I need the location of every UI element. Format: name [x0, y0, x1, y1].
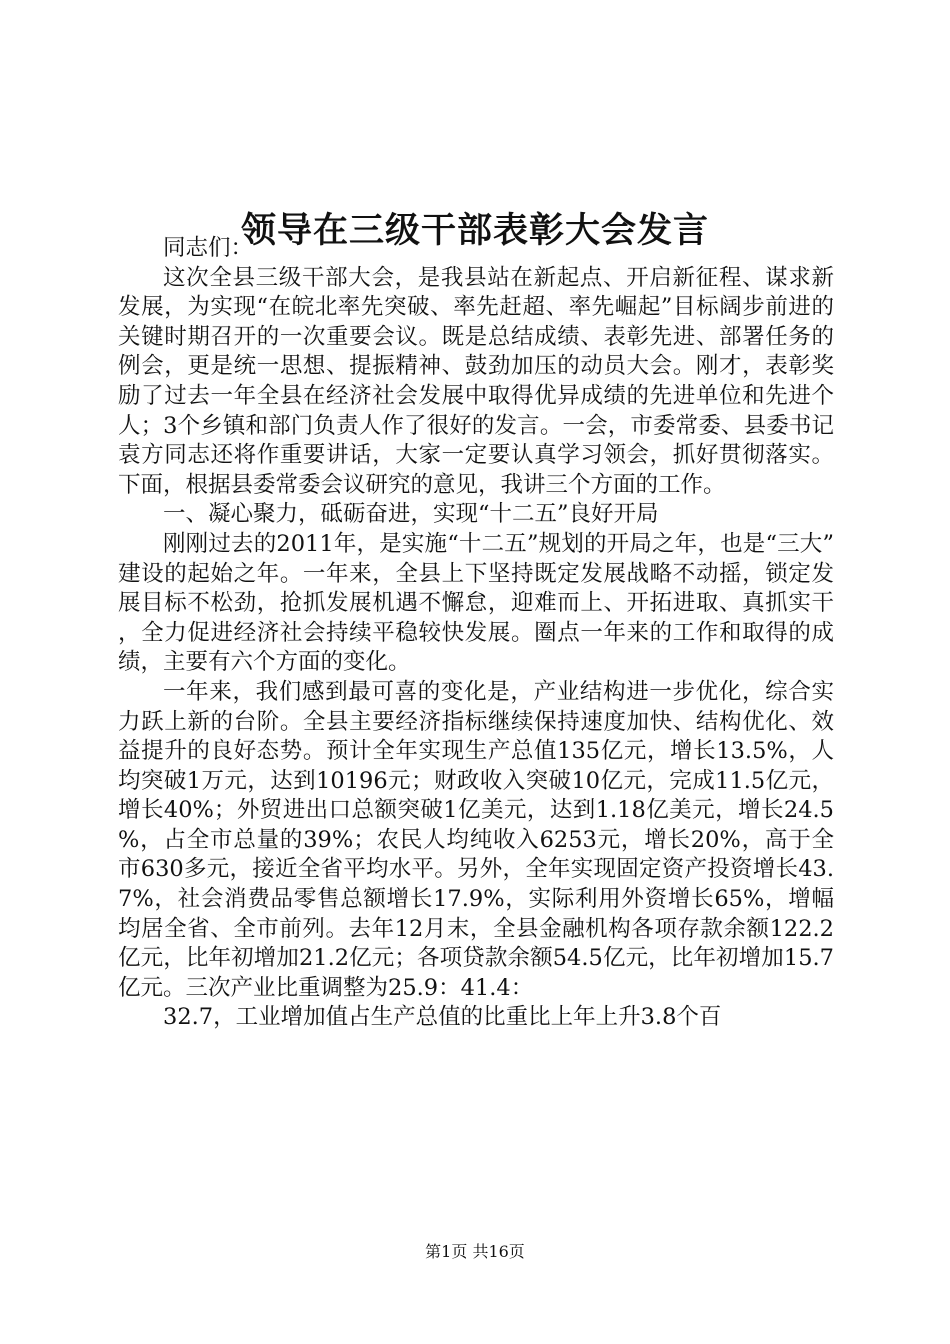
body-paragraph: 刚刚过去的2011年，是实施“十二五”规划的开局之年，也是“三大”建设的起始之年。一年来，全县上下坚持既定发展战略不动摇，锁定发展目标不松劲，抢抓发展机遇不懈怠，迎难而上、开拓进取、真抓实干，全力促进经济社会持续平稳较快发展。圈点一年来的工作和取得的成绩，主要有六个方面的变化。: [118, 530, 834, 676]
page-footer: 第1页 共16页: [425, 1242, 525, 1261]
intro-paragraph: 这次全县三级干部大会，是我县站在新起点、开启新征程、谋求新发展，为实现“在皖北率先突破、率先赶超、率先崛起”目标阔步前进的关键时期召开的一次重要会议。既是总结成绩、表彰先进、部署任务的例会，更是统一思想、提振精神、鼓劲加压的动员大会。刚才，表彰奖励了过去一年全县在经济社会发展中取得优异成绩的先进单位和先进个人；3个乡镇和部门负责人作了很好的发言。一会，市委常委、县委书记袁方同志还将作重要讲话，大家一定要认真学习领会，抓好贯彻落实。下面，根据县委常委会议研究的意见，我讲三个方面的工作。: [118, 264, 834, 498]
document-title: 领导在三级干部表彰大会发言: [240, 210, 709, 252]
body-paragraph: 一年来，我们感到最可喜的变化是，产业结构进一步优化，综合实力跃上新的台阶。全县主要经济指标继续保持速度加快、结构优化、效益提升的良好态势。预计全年实现生产总值135亿元，增长13.5%，人均突破1万元，达到10196元；财政收入突破10亿元，完成11.5亿元，增长40%；外贸进出口总额突破1亿美元，达到1.18亿美元，增长24.5%，占全市总量的39%；农民人均纯收入6253元，增长20%，高于全市630多元，接近全省平均水平。另外，全年实现固定资产投资增长43.7%，社会消费品零售总额增长17.9%，实际利用外资增长65%，增幅均居全省、全市前列。去年12月末，全县金融机构各项存款余额122.2亿元，比年初增加21.2亿元；各项贷款余额54.5亿元，比年初增加15.7亿元。三次产业比重调整为25.9：41.4：: [118, 678, 834, 1001]
section-heading: 一、凝心聚力，砥砺奋进，实现“十二五”良好开局: [163, 501, 659, 528]
document-body: [118, 234, 834, 1033]
salutation-paragraph: 同志们：: [163, 235, 254, 261]
body-paragraph: 32.7，工业增加值占生产总值的比重比上年上升3.8个百: [163, 1004, 722, 1031]
